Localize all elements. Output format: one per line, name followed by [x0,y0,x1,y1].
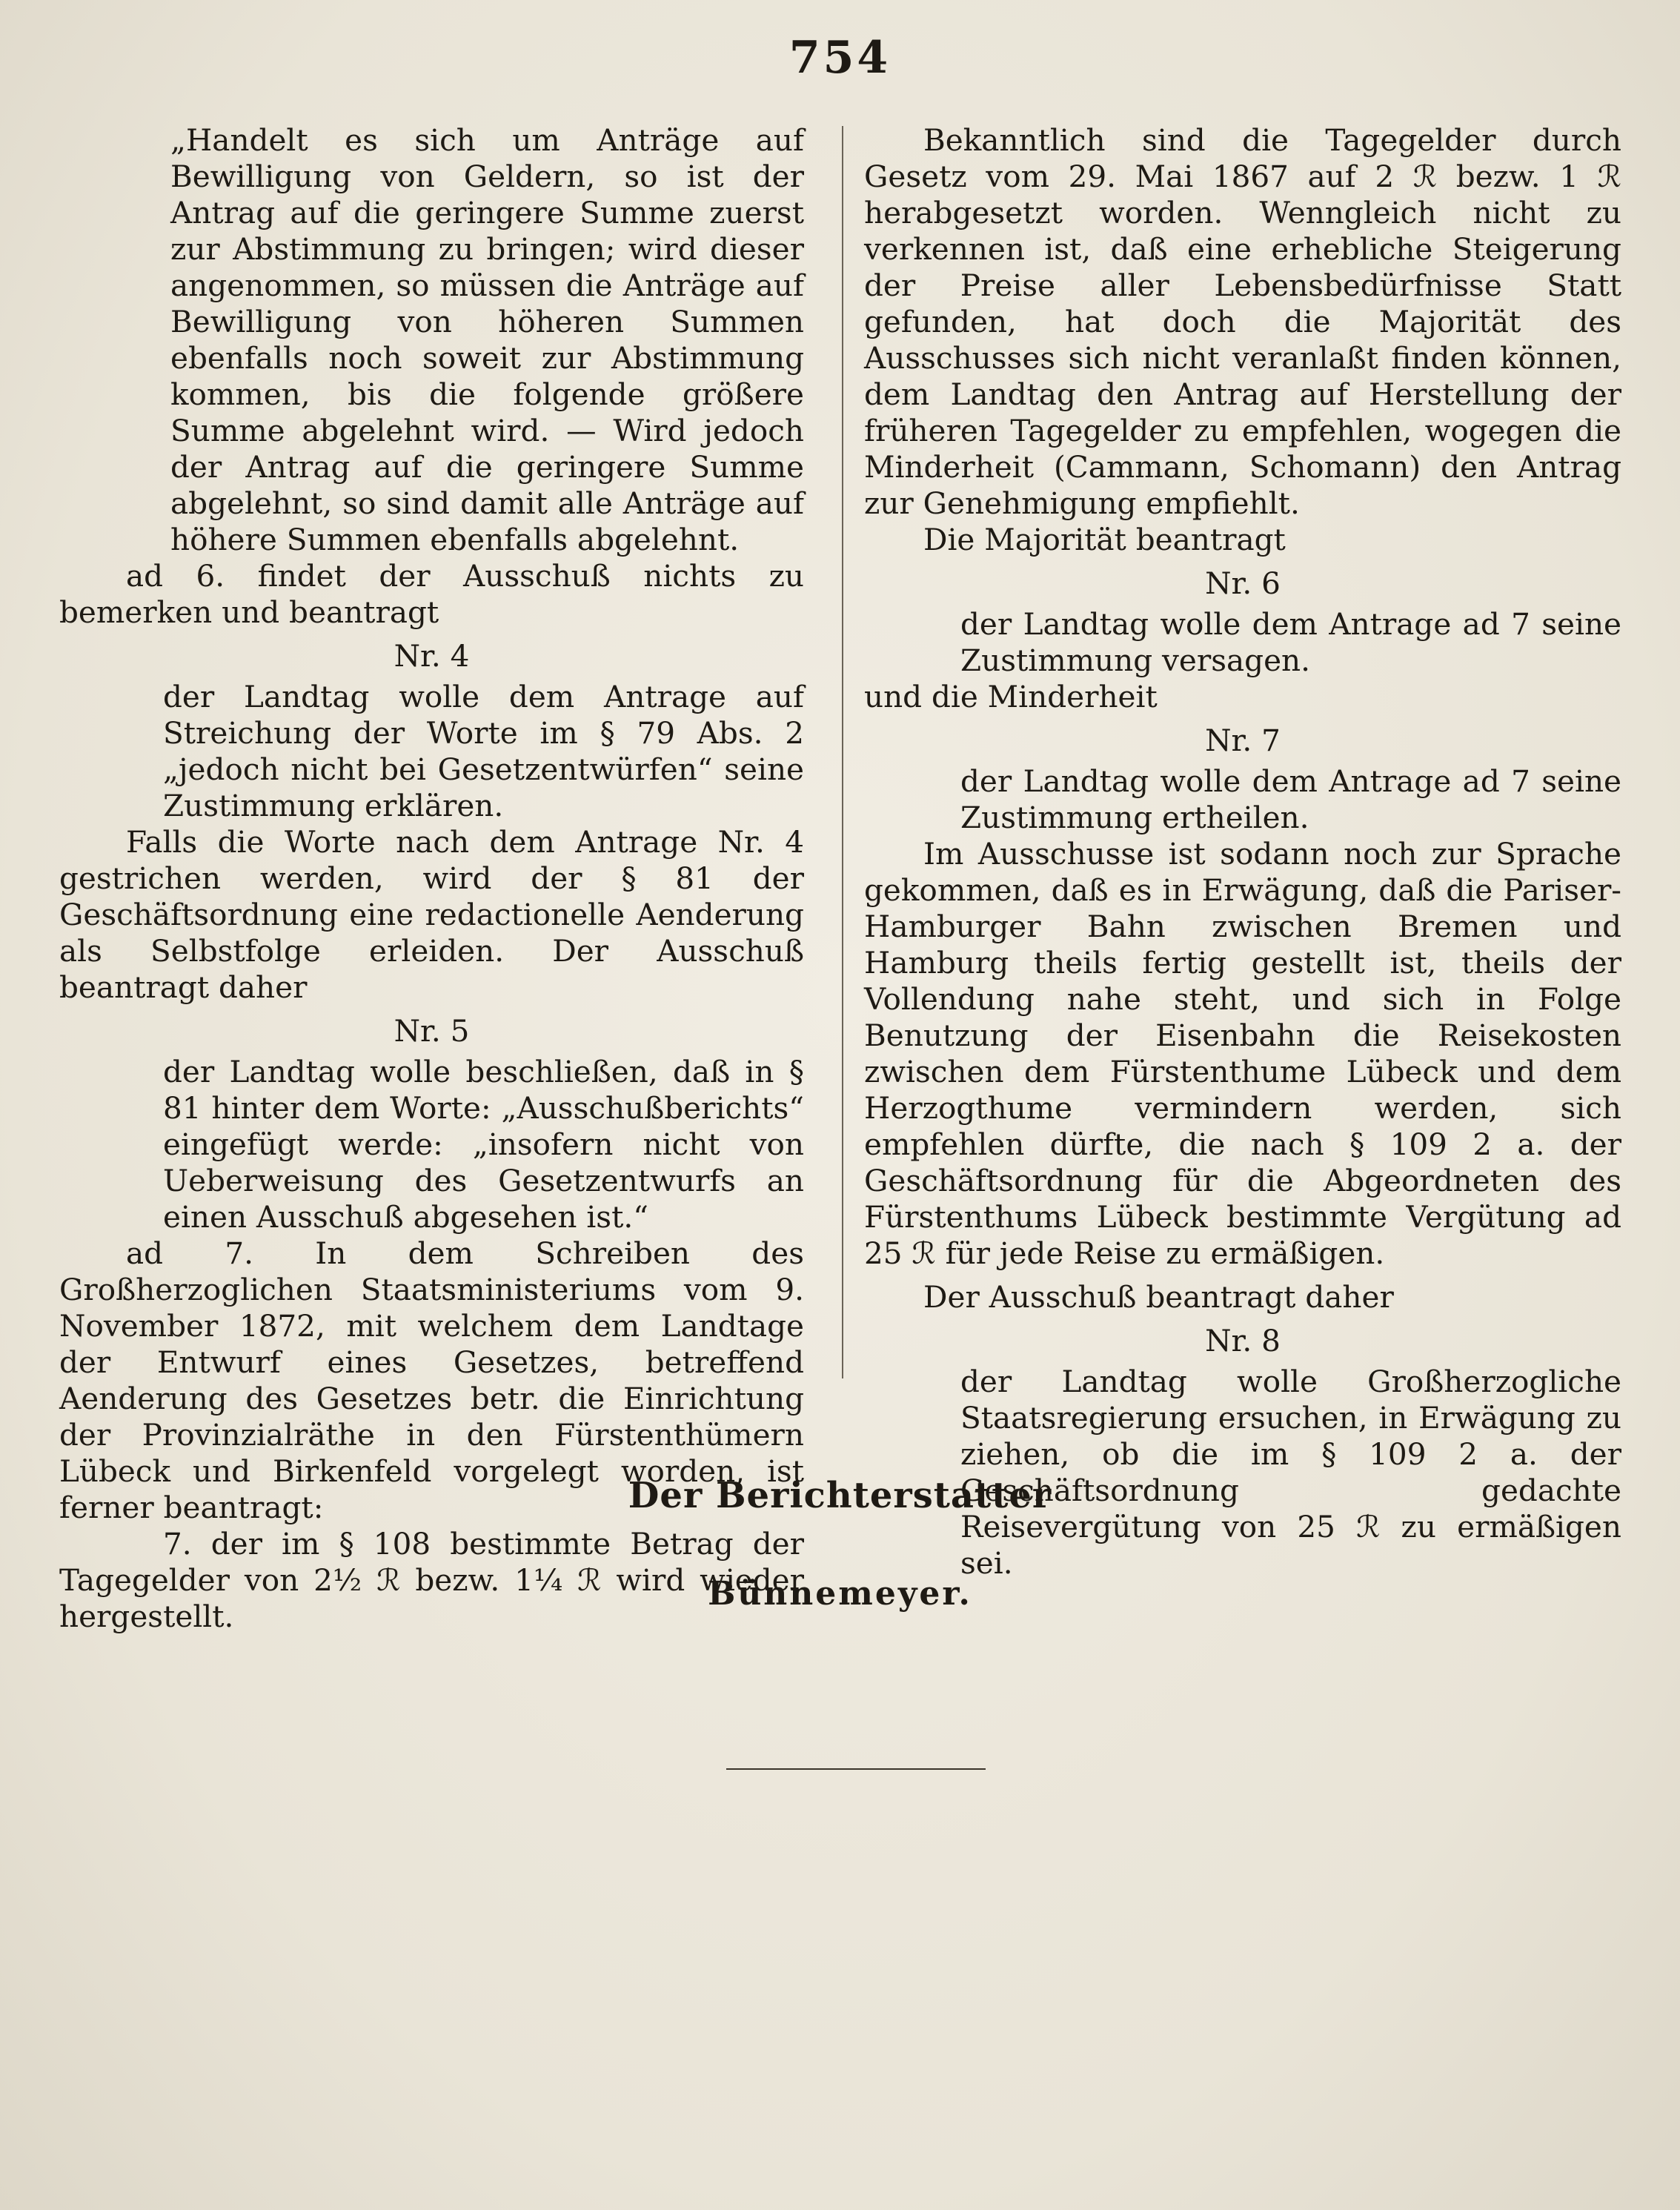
minority-intro: und die Minderheit [864,679,1158,714]
page-number: 754 [788,32,892,84]
motion-nr5-heading: Nr. 5 [394,1013,470,1049]
motion-nr4-text: der Landtag wolle dem Antrage auf Streichung der Worte im § 79 Abs. 2 „jedoch nicht bei Gesetzentwürfen“ seine Zustimmung erklären. [163,679,804,823]
majority-intro: Die Majorität beantragt [923,522,1286,557]
motion-nr6-text: der Landtag wolle dem Antrage ad 7 seine Zustimmung versagen. [960,606,1621,678]
ad7-paragraph: ad 7. In dem Schreiben des Großherzoglichen Staatsministeriums vom 9. November 1872, mit welchem dem Landtage der Entwurf eines Gesetzes, betreffend Aenderung des Gesetzes betr. die Einrichtung der Provinzialräthe in den Fürstenthümern Lübeck und Birkenfeld vorgelegt worden, ist ferner beantragt: [59,1235,804,1525]
motion-nr4-heading: Nr. 4 [394,638,470,674]
motion-nr5-text: der Landtag wolle beschließen, daß in § 81 hinter dem Worte: „Ausschußberichts“ eingefügt werde: „insofern nicht von Ueberweisung des Gesetzentwurfs an einen Ausschuß abgesehen ist.“ [163,1054,804,1235]
ad6-paragraph: ad 6. findet der Ausschuß nichts zu bemerken und beantragt [59,558,804,630]
motion-nr7-heading: Nr. 7 [1205,723,1281,758]
column-divider [842,126,843,1378]
reporter-name: Bünnemeyer. [708,1575,972,1613]
item7-paragraph: 7. der im § 108 bestimmte Betrag der Tagegelder von 2½ ℛ bezw. 1¼ ℛ wird wieder hergestellt. [59,1526,804,1634]
motion-nr6-heading: Nr. 6 [1205,565,1281,601]
left-column [59,122,804,1635]
bekanntlich-paragraph: Bekanntlich sind die Tagegelder durch Gesetz vom 29. Mai 1867 auf 2 ℛ bezw. 1 ℛ herabgesetzt worden. Wenngleich nicht zu verkennen ist, daß eine erhebliche Steigerung der Preise aller Lebensbedürfnisse Statt gefunden, hat doch die Majorität des Ausschusses sich nicht veranlaßt finden können, dem Landtag den Antrag auf Herstellung der früheren Tagegelder zu empfehlen, wogegen die Minderheit (Cammann, Schomann) den Antrag zur Genehmigung empfiehlt. [864,122,1621,521]
committee-paragraph: Im Ausschusse ist sodann noch zur Sprache gekommen, daß es in Erwägung, daß die Pariser-Hamburger Bahn zwischen Bremen und Hamburg theils fertig gestellt ist, theils der Vollendung nahe steht, und sich in Folge Benutzung der Eisenbahn die Reisekosten zwischen dem Fürstenthume Lübeck und dem Herzogthume vermindern werden, sich empfehlen dürfte, die nach § 109 2 a. der Geschäftsordnung für die Abgeordneten des Fürstenthums Lübeck bestimmte Vergütung ad 25 ℛ für jede Reise zu ermäßigen. [864,836,1621,1271]
committee-motion-intro: Der Ausschuß beantragt daher [923,1279,1394,1315]
motion-nr7-text: der Landtag wolle dem Antrage ad 7 seine Zustimmung ertheilen. [960,763,1621,835]
motion-nr8-heading: Nr. 8 [1205,1323,1281,1358]
closing-rule [726,1768,986,1770]
motion-nr8-text: der Landtag wolle Großherzogliche Staatsregierung ersuchen, in Erwägung zu ziehen, ob die im § 109 2 a. der Geschäftsordnung gedachte Reisevergütung von 25 ℛ zu ermäßigen sei. [960,1364,1621,1581]
falls-paragraph: Falls die Worte nach dem Antrage Nr. 4 gestrichen werden, wird der § 81 der Geschäftsordnung eine redactionelle Aenderung als Selbstfolge erleiden. Der Ausschuß beantragt daher [59,824,804,1005]
right-column [864,122,1621,1582]
quoted-rule-paragraph: „Handelt es sich um Anträge auf Bewilligung von Geldern, so ist der Antrag auf die geringere Summe zuerst zur Abstimmung zu bringen; wird dieser angenommen, so müssen die Anträge auf Bewilligung von höheren Summen ebenfalls noch soweit zur Abstimmung kommen, bis die folgende größere Summe abgelehnt wird. — Wird jedoch der Antrag auf die geringere Summe abgelehnt, so sind damit alle Anträge auf höhere Summen ebenfalls abgelehnt. [170,122,804,557]
reporter-title: Der Berichterstatter [628,1475,1052,1516]
